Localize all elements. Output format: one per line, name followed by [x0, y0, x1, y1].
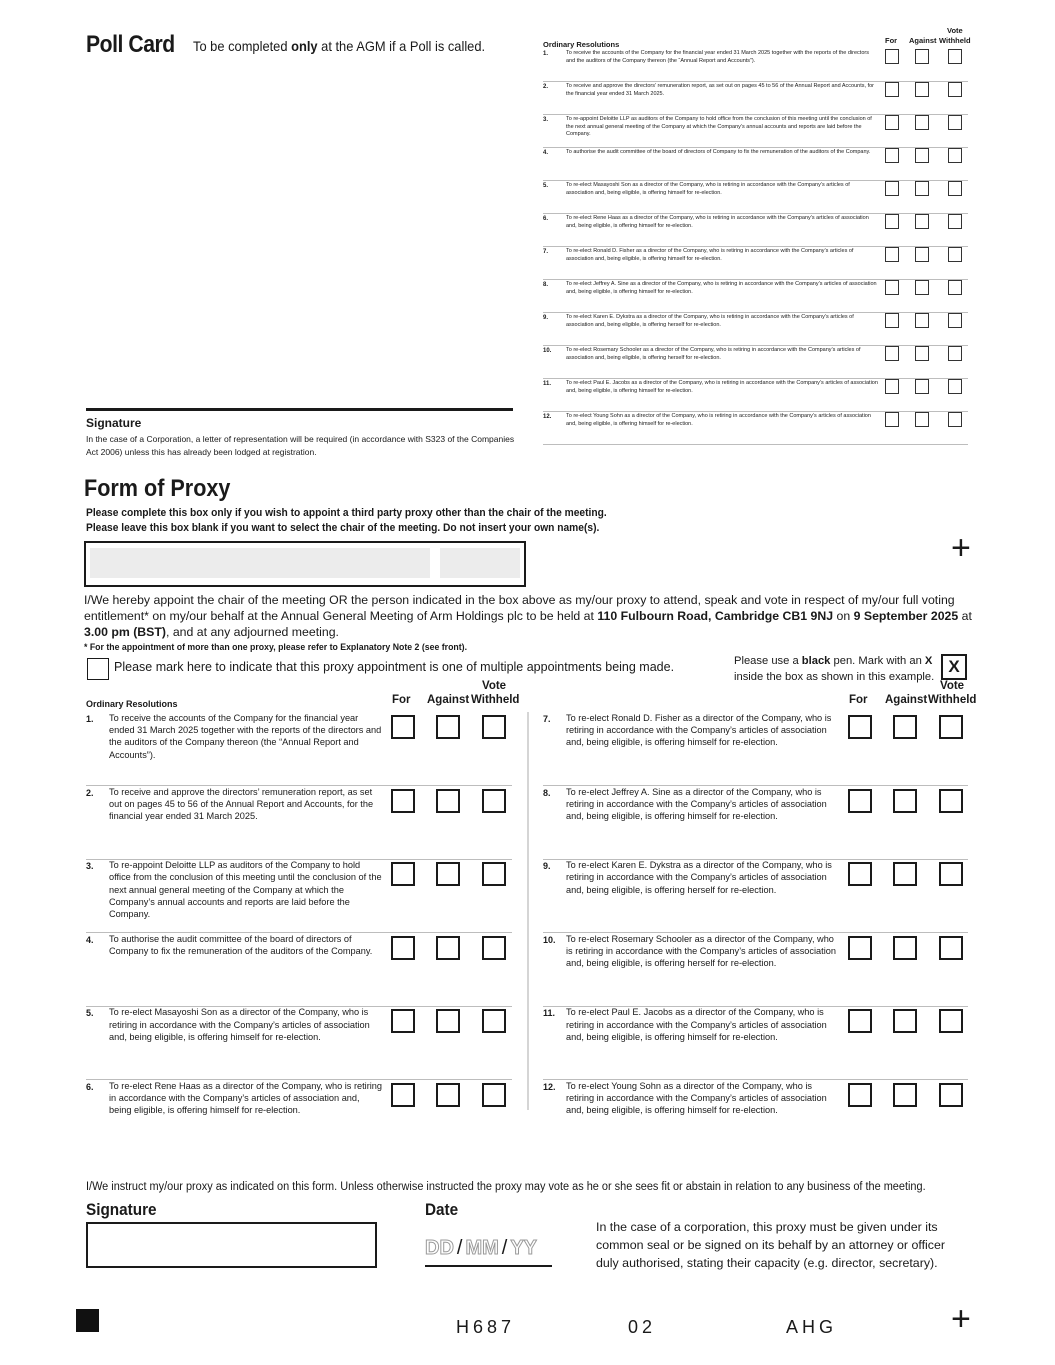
poll-resolution-row [543, 114, 968, 148]
poll-col-withheld: Withheld [939, 36, 971, 45]
form-of-proxy-title: Form of Proxy [84, 475, 231, 502]
poll-for-checkbox[interactable] [885, 115, 899, 130]
poll-for-checkbox[interactable] [885, 346, 899, 361]
vote-against-checkbox[interactable] [436, 936, 460, 960]
poll-for-checkbox[interactable] [885, 247, 899, 262]
vote-withheld-checkbox[interactable] [939, 789, 963, 813]
poll-resolution-text: To re-appoint Deloitte LLP as auditors of the Company to hold office from the conclusion of this meeting until the conclusion of the next annual general meeting of the Company at which the Company’s annual accounts and reports are laid before the Company. [566, 116, 872, 137]
resolution-number: 10. [543, 934, 556, 945]
vote-withheld-checkbox[interactable] [939, 936, 963, 960]
vote-against-checkbox[interactable] [436, 862, 460, 886]
poll-resolution-number: 7. [543, 249, 549, 255]
resolution-number: 8. [543, 787, 551, 798]
resolution-text: To re-elect Rosemary Schooler as a director of the Company, who is retiring in accordance with the Company’s articles of association and, being eligible, is offering herself for re-election. [566, 933, 836, 969]
poll-for-checkbox[interactable] [885, 313, 899, 328]
resolution-number: 4. [86, 934, 94, 945]
vote-against-checkbox[interactable] [436, 1083, 460, 1107]
vote-withheld-checkbox[interactable] [482, 1083, 506, 1107]
poll-resolution-number: 6. [543, 216, 549, 222]
proxy-instructions: Please complete this box only if you wish to appoint a third party proxy other than the chair of the meeting. Please leave this box blank if you want to select the chair of the meeting. Do not insert your own name(s). [86, 507, 607, 534]
poll-resolution-number: 12. [543, 414, 552, 420]
poll-for-checkbox[interactable] [885, 49, 899, 64]
poll-col-vote: Vote [947, 26, 963, 35]
poll-resolution-row [543, 411, 968, 445]
footer-plus-mark: + [951, 1300, 971, 1338]
resolution-number: 11. [543, 1008, 556, 1019]
poll-for-checkbox[interactable] [885, 280, 899, 295]
resolution-number: 5. [86, 1008, 94, 1019]
poll-resolution-row [543, 213, 968, 247]
vote-against-checkbox[interactable] [893, 1009, 917, 1033]
vote-for-checkbox[interactable] [391, 936, 415, 960]
vote-withheld-checkbox[interactable] [482, 789, 506, 813]
poll-col-for: For [885, 36, 898, 45]
form-code-1: H687 [456, 1317, 516, 1337]
proxy-resolution-row [86, 1080, 512, 1153]
form-code-2: 02 [628, 1317, 657, 1337]
form-code-3: AHG [786, 1317, 838, 1337]
proxy-col-vote-left: Vote [482, 680, 507, 692]
proxy-resolution-row [543, 712, 968, 786]
proxy-col-for-right: For [849, 694, 868, 706]
poll-withheld-checkbox[interactable] [948, 280, 962, 295]
poll-withheld-checkbox[interactable] [948, 346, 962, 361]
poll-card-title: Poll Card [86, 31, 175, 58]
proxy-extra-field[interactable] [440, 548, 520, 578]
poll-withheld-checkbox[interactable] [948, 115, 962, 130]
proxy-resolution-row [86, 933, 512, 1007]
resolution-number: 12. [543, 1082, 556, 1092]
vote-for-checkbox[interactable] [848, 862, 872, 886]
vote-withheld-checkbox[interactable] [939, 715, 963, 739]
poll-against-checkbox[interactable] [915, 148, 929, 163]
proxy-resolution-row [543, 859, 968, 933]
vote-against-checkbox[interactable] [893, 715, 917, 739]
poll-resolution-row [543, 345, 968, 379]
resolution-text: To re-appoint Deloitte LLP as auditors of the Company to hold office from the conclusion of this meeting until the conclusion of the next annual general meeting of the Company at which the Company’s annual accounts and reports are laid before the Company. [109, 860, 382, 919]
poll-resolution-row [543, 246, 968, 280]
poll-resolution-number: 5. [543, 183, 549, 189]
poll-resolution-text: To receive and approve the directors’ remuneration report, as set out on pages 45 to 56 of the Annual Report and Accounts, for the financial year ended 31 March 2025. [566, 83, 874, 97]
poll-resolution-text: To re-elect Masayoshi Son as a director of the Company, who is retiring in accordance with the Company’s articles of association and, being eligible, is offering himself for re-election. [566, 182, 850, 196]
poll-resolution-text: To authorise the audit committee of the board of directors of Company to fix the remuneration of the auditors of the Company. [566, 149, 871, 155]
poll-against-checkbox[interactable] [915, 280, 929, 295]
vote-for-checkbox[interactable] [848, 789, 872, 813]
vote-withheld-checkbox[interactable] [482, 862, 506, 886]
vote-for-checkbox[interactable] [848, 1083, 872, 1107]
resolution-text: To re-elect Rene Haas as a director of the Company, who is retiring in accordance with the Company’s articles of association and, being eligible, is offering himself for re-election. [109, 1081, 383, 1116]
proxy-resolution-row [543, 1006, 968, 1080]
resolution-number: 3. [86, 861, 94, 872]
poll-signature-line[interactable] [86, 408, 513, 411]
poll-resolution-text: To re-elect Rene Haas as a director of the Company, who is retiring in accordance with the Company’s articles of association and, being eligible, is offering himself for re-election. [566, 215, 869, 229]
vote-withheld-checkbox[interactable] [939, 862, 963, 886]
poll-resolution-text: To receive the accounts of the Company for the financial year ended 31 March 2025 together with the reports of the directors and the auditors of the Company thereon (the “Annual Report and Accounts”). [566, 50, 869, 64]
poll-withheld-checkbox[interactable] [948, 379, 962, 394]
signature-label: Signature [86, 1200, 157, 1219]
signature-box[interactable] [86, 1222, 377, 1268]
poll-for-checkbox[interactable] [885, 181, 899, 196]
vote-against-checkbox[interactable] [436, 789, 460, 813]
poll-resolution-row [543, 279, 968, 313]
proxy-col-for-left: For [392, 694, 411, 706]
vote-for-checkbox[interactable] [391, 1009, 415, 1033]
poll-resolution-text: To re-elect Ronald D. Fisher as a director of the Company, who is retiring in accordance with the Company’s articles of association and, being eligible, is offering himself for re-election. [566, 248, 854, 262]
poll-withheld-checkbox[interactable] [948, 247, 962, 262]
poll-for-checkbox[interactable] [885, 412, 899, 427]
poll-resolution-number: 9. [543, 315, 549, 321]
poll-card-subtitle: To be completed only at the AGM if a Poll is called. [193, 38, 486, 54]
proxy-col-withheld-right: Withheld [928, 694, 977, 706]
proxy-instruct-text: I/We instruct my/our proxy as indicated on this form. Unless otherwise instructed the proxy may vote as he or she sees fit or abstain in relation to any business of the meeting. [86, 1181, 926, 1193]
resolution-number: 2. [86, 787, 94, 798]
vote-for-checkbox[interactable] [848, 936, 872, 960]
resolution-text: To re-elect Karen E. Dykstra as a director of the Company, who is retiring in accordance with the Company’s articles of association and, being eligible, is offering herself for re-election. [566, 860, 832, 895]
multiple-proxy-note: * For the appointment of more than one proxy, please refer to Explanatory Note 2 (see front). [84, 642, 468, 653]
poll-withheld-checkbox[interactable] [948, 313, 962, 328]
proxy-resolution-row [86, 786, 512, 860]
poll-withheld-checkbox[interactable] [948, 148, 962, 163]
poll-withheld-checkbox[interactable] [948, 412, 962, 427]
poll-against-checkbox[interactable] [915, 214, 929, 229]
vote-for-checkbox[interactable] [391, 1083, 415, 1107]
poll-resolution-number: 3. [543, 117, 549, 123]
proxy-name-field[interactable] [90, 548, 430, 578]
column-divider [527, 712, 529, 1110]
registration-plus-mark: + [951, 529, 971, 567]
resolution-text: To re-elect Masayoshi Son as a director of the Company, who is retiring in accordance with the Company’s articles of association and, being eligible, is offering himself for re-election. [109, 1007, 370, 1042]
poll-resolution-number: 1. [543, 51, 549, 57]
poll-for-checkbox[interactable] [885, 148, 899, 163]
resolution-number: 7. [543, 714, 551, 724]
poll-signature-note: In the case of a Corporation, a letter of representation will be required (in accordance with S323 of the Companies Act 2006) unless this has already been lodged at registration. [86, 434, 515, 457]
vote-withheld-checkbox[interactable] [482, 715, 506, 739]
poll-resolutions-heading: Ordinary Resolutions [543, 40, 620, 49]
poll-resolution-number: 8. [543, 282, 549, 288]
poll-resolution-text: To re-elect Paul E. Jacobs as a director of the Company, who is retiring in accordance with the Company’s articles of association and, being eligible, is offering himself for re-election. [566, 380, 878, 394]
vote-for-checkbox[interactable] [848, 715, 872, 739]
vote-against-checkbox[interactable] [893, 1083, 917, 1107]
poll-withheld-checkbox[interactable] [948, 82, 962, 97]
poll-against-checkbox[interactable] [915, 247, 929, 262]
poll-resolution-row [543, 378, 968, 412]
poll-resolution-text: To re-elect Rosemary Schooler as a director of the Company, who is retiring in accordance with the Company’s articles of association and, being eligible, is offering herself for re-election. [566, 347, 861, 361]
poll-against-checkbox[interactable] [915, 49, 929, 64]
poll-resolution-number: 2. [543, 84, 549, 90]
poll-against-checkbox[interactable] [915, 82, 929, 97]
resolution-number: 6. [86, 1082, 94, 1092]
poll-against-checkbox[interactable] [915, 346, 929, 361]
poll-resolution-number: 10. [543, 348, 552, 354]
poll-resolution-text: To re-elect Karen E. Dykstra as a director of the Company, who is retiring in accordance with the Company’s articles of association and, being eligible, is offering herself for re-election. [566, 314, 854, 328]
poll-withheld-checkbox[interactable] [948, 214, 962, 229]
poll-resolution-number: 4. [543, 150, 549, 156]
proxy-resolution-row [543, 786, 968, 860]
date-label: Date [425, 1200, 459, 1219]
poll-resolution-row [543, 147, 968, 181]
poll-signature-label: Signature [86, 416, 142, 430]
poll-for-checkbox[interactable] [885, 82, 899, 97]
x-example-box: X [941, 654, 967, 680]
resolution-text: To re-elect Jeffrey A. Sine as a director of the Company, who is retiring in accordance with the Company’s articles of association and, being eligible, is offering himself for re-election. [566, 786, 827, 821]
proxy-resolutions-heading: Ordinary Resolutions [86, 699, 178, 709]
poll-for-checkbox[interactable] [885, 214, 899, 229]
proxy-resolution-row [86, 712, 512, 786]
registration-square [76, 1309, 99, 1332]
resolution-number: 9. [543, 861, 551, 872]
vote-against-checkbox[interactable] [436, 1009, 460, 1033]
proxy-col-against-left: Against [427, 694, 470, 706]
pen-instruction: Please use a black pen. Mark with an X inside the box as shown in this example. [734, 655, 935, 683]
resolution-number: 1. [86, 714, 94, 724]
resolution-text: To re-elect Young Sohn as a director of the Company, who is retiring in accordance with the Company’s articles of association and, being eligible, is offering himself for re-election. [566, 1081, 827, 1116]
vote-for-checkbox[interactable] [391, 789, 415, 813]
vote-for-checkbox[interactable] [848, 1009, 872, 1033]
vote-for-checkbox[interactable] [391, 862, 415, 886]
resolution-text: To receive and approve the directors’ remuneration report, as set out on pages 45 to 56 of the Annual Report and Accounts, for the financial year ended 31 March 2025. [109, 786, 374, 821]
resolution-text: To authorise the audit committee of the board of directors of Company to fix the remuneration of the auditors of the Company. [109, 933, 373, 956]
poll-for-checkbox[interactable] [885, 379, 899, 394]
poll-resolution-row [543, 180, 968, 214]
vote-against-checkbox[interactable] [893, 862, 917, 886]
vote-withheld-checkbox[interactable] [939, 1083, 963, 1107]
vote-for-checkbox[interactable] [391, 715, 415, 739]
poll-withheld-checkbox[interactable] [948, 49, 962, 64]
poll-withheld-checkbox[interactable] [948, 181, 962, 196]
vote-withheld-checkbox[interactable] [482, 936, 506, 960]
poll-against-checkbox[interactable] [915, 115, 929, 130]
corporation-note: In the case of a corporation, this proxy must be given under its common seal or be signed on its behalf by an attorney or officer duly authorised, stating their capacity (e.g. director, secretary). [596, 1220, 945, 1270]
proxy-resolution-row [543, 1080, 968, 1153]
poll-resolution-text: To re-elect Jeffrey A. Sine as a director of the Company, who is retiring in accordance with the Company’s articles of association and, being eligible, is offering himself for re-election. [566, 281, 877, 295]
proxy-resolution-row [86, 859, 512, 933]
poll-resolution-row [543, 312, 968, 346]
proxy-resolution-row [543, 933, 968, 1007]
poll-against-checkbox[interactable] [915, 313, 929, 328]
poll-col-against: Against [909, 36, 937, 45]
poll-against-checkbox[interactable] [915, 412, 929, 427]
proxy-resolution-row [86, 1006, 512, 1080]
resolution-text: To re-elect Ronald D. Fisher as a director of the Company, who is retiring in accordance with the Company’s articles of association and, being eligible, is offering himself for re-election. [566, 713, 832, 748]
vote-against-checkbox[interactable] [893, 789, 917, 813]
poll-against-checkbox[interactable] [915, 181, 929, 196]
poll-resolution-number: 11. [543, 381, 552, 387]
proxy-col-withheld-left: Withheld [471, 694, 520, 706]
vote-withheld-checkbox[interactable] [939, 1009, 963, 1033]
poll-against-checkbox[interactable] [915, 379, 929, 394]
poll-resolution-row [543, 48, 968, 82]
date-field[interactable]: DD / MM / YY [425, 1237, 552, 1267]
poll-resolution-row [543, 81, 968, 115]
vote-against-checkbox[interactable] [893, 936, 917, 960]
proxy-col-against-right: Against [885, 694, 928, 706]
multiple-appointments-label: Please mark here to indicate that this proxy appointment is one of multiple appointments being made. [114, 660, 675, 674]
poll-resolution-text: To re-elect Young Sohn as a director of the Company, who is retiring in accordance with the Company’s articles of association and, being eligible, is offering himself for re-election. [566, 413, 871, 427]
resolution-text: To re-elect Paul E. Jacobs as a director of the Company, who is retiring in accordance with the Company’s articles of association and, being eligible, is offering himself for re-election. [566, 1007, 827, 1042]
appointment-text: I/We hereby appoint the chair of the meeting OR the person indicated in the box above as my/our proxy to attend, speak and vote in respect of my/our full voting entitlement* on my/our behalf at the Annual General Meeting of Arm Holdings plc to be held at 110 Fulbourn Road, Cambridge CB1 9NJ on 9 September 2025 at 3.00 pm (BST), and at any adjourned meeting. [84, 593, 972, 639]
multiple-appointments-checkbox[interactable] [87, 658, 109, 680]
vote-against-checkbox[interactable] [436, 715, 460, 739]
proxy-col-vote-right: Vote [940, 680, 965, 692]
resolution-text: To receive the accounts of the Company for the financial year ended 31 March 2025 together with the reports of the directors and the auditors of the Company thereon (the “Annual Report and Accounts”). [109, 713, 382, 760]
vote-withheld-checkbox[interactable] [482, 1009, 506, 1033]
